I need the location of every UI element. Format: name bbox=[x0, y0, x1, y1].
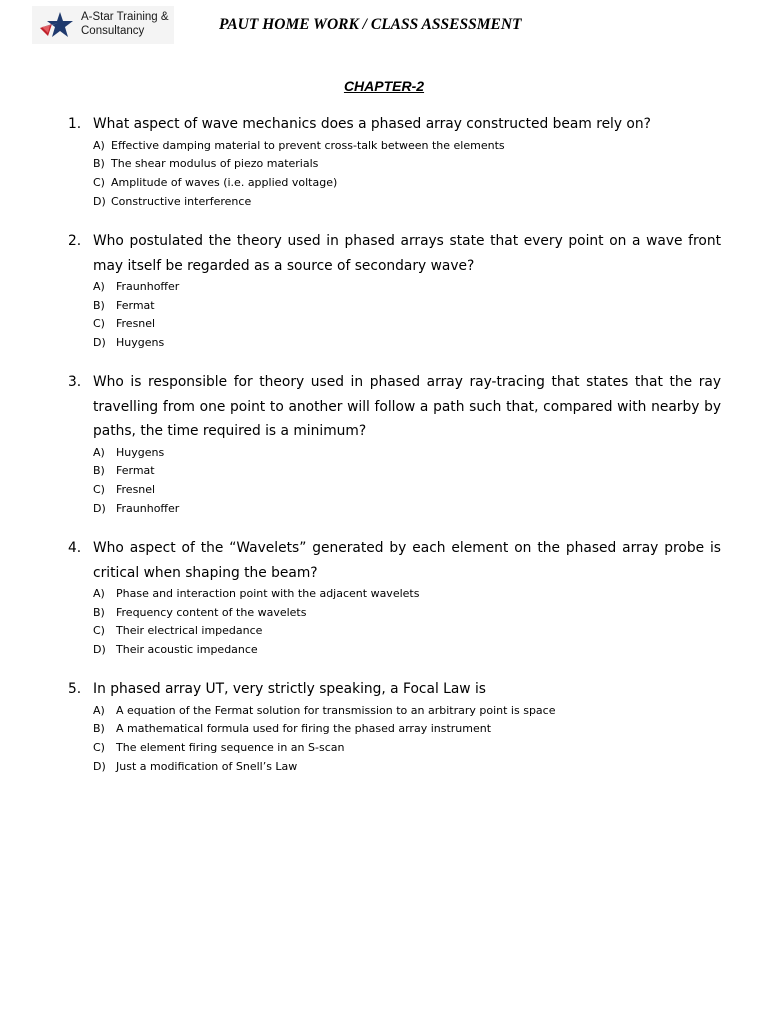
document-title: PAUT HOME WORK / CLASS ASSESSMENT bbox=[219, 16, 522, 33]
option-letter: C) bbox=[93, 175, 105, 189]
answer-option-a bbox=[93, 278, 721, 297]
option-letter: D) bbox=[93, 643, 106, 657]
option-text: Their electrical impedance bbox=[116, 624, 263, 638]
question-text bbox=[68, 536, 721, 585]
option-letter: D) bbox=[93, 501, 106, 515]
option-text: Huygens bbox=[116, 445, 165, 459]
answer-option-c bbox=[93, 739, 721, 758]
question-body: Who aspect of the “Wavelets” generated by each element on the phased array probe is critical when shaping the beam? bbox=[93, 540, 721, 581]
option-text: Just a modification of Snell’s Law bbox=[116, 759, 298, 773]
question-number: 4. bbox=[68, 540, 82, 556]
answer-options bbox=[68, 444, 721, 519]
answer-options bbox=[68, 585, 721, 660]
answer-options bbox=[68, 137, 721, 212]
option-letter: A) bbox=[93, 587, 105, 600]
logo-line-2: Consultancy bbox=[81, 25, 145, 37]
answer-option-c bbox=[93, 622, 721, 641]
option-letter: B) bbox=[93, 298, 105, 312]
question-1 bbox=[68, 112, 721, 211]
answer-option-b bbox=[93, 155, 721, 174]
option-letter: A) bbox=[93, 445, 105, 459]
question-number: 1. bbox=[68, 116, 82, 132]
question-4 bbox=[68, 536, 721, 660]
option-text: Fresnel bbox=[116, 317, 156, 331]
option-letter: B) bbox=[93, 157, 105, 171]
answer-option-c bbox=[93, 174, 721, 193]
star-logo-icon bbox=[38, 10, 78, 40]
option-letter: C) bbox=[93, 740, 105, 754]
option-letter: B) bbox=[93, 722, 105, 736]
question-2 bbox=[68, 229, 721, 353]
question-text bbox=[68, 677, 721, 702]
answer-option-a bbox=[93, 137, 721, 156]
page-header bbox=[0, 0, 768, 50]
option-letter: B) bbox=[93, 605, 105, 619]
option-letter: A) bbox=[93, 280, 105, 293]
question-number: 2. bbox=[68, 233, 82, 249]
option-text: Frequency content of the wavelets bbox=[116, 605, 307, 619]
answer-option-d bbox=[93, 758, 721, 777]
logo-line-1: A-Star Training & bbox=[81, 11, 169, 23]
answer-option-b bbox=[93, 720, 721, 739]
option-text: Effective damping material to prevent cross-talk between the elements bbox=[111, 138, 505, 152]
answer-options bbox=[68, 278, 721, 353]
option-letter: C) bbox=[93, 482, 105, 496]
company-logo bbox=[32, 6, 174, 44]
question-text bbox=[68, 229, 721, 278]
answer-option-b bbox=[93, 297, 721, 316]
option-text: Constructive interference bbox=[111, 194, 252, 208]
option-text: A mathematical formula used for firing the phased array instrument bbox=[116, 722, 492, 736]
option-letter: A) bbox=[93, 703, 105, 717]
answer-option-a bbox=[93, 702, 721, 721]
answer-option-a bbox=[93, 444, 721, 463]
option-text: The element firing sequence in an S-scan bbox=[116, 740, 345, 754]
question-body: Who postulated the theory used in phased arrays state that every point on a wave front may itself be regarded as a source of secondary wave? bbox=[93, 233, 721, 274]
option-text: Fermat bbox=[116, 464, 155, 478]
option-text: Their acoustic impedance bbox=[116, 643, 258, 657]
logo-text bbox=[81, 10, 169, 38]
answer-option-b bbox=[93, 604, 721, 623]
option-text: A equation of the Fermat solution for transmission to an arbitrary point is space bbox=[116, 703, 556, 717]
option-text: The shear modulus of piezo materials bbox=[111, 157, 319, 171]
question-body: In phased array UT, very strictly speaking, a Focal Law is bbox=[93, 681, 486, 697]
option-text: Phase and interaction point with the adjacent wavelets bbox=[116, 587, 420, 600]
option-letter: D) bbox=[93, 759, 106, 773]
option-letter: D) bbox=[93, 336, 106, 350]
question-number: 3. bbox=[68, 374, 82, 390]
option-letter: B) bbox=[93, 464, 105, 478]
option-letter: A) bbox=[93, 138, 105, 152]
answer-option-c bbox=[93, 481, 721, 500]
question-5 bbox=[68, 677, 721, 776]
answer-option-d bbox=[93, 500, 721, 519]
answer-option-d bbox=[93, 193, 721, 212]
option-letter: C) bbox=[93, 624, 105, 638]
option-letter: D) bbox=[93, 194, 106, 208]
question-body: Who is responsible for theory used in phased array ray-tracing that states that the ray travelling from one point to another will follow a path such that, compared with nearby by paths, the time required is a minimum? bbox=[93, 374, 721, 439]
answer-options bbox=[68, 702, 721, 777]
option-text: Huygens bbox=[116, 336, 165, 350]
option-letter: C) bbox=[93, 317, 105, 331]
question-body: What aspect of wave mechanics does a phased array constructed beam rely on? bbox=[93, 116, 651, 132]
option-text: Fraunhoffer bbox=[116, 501, 180, 515]
answer-option-c bbox=[93, 315, 721, 334]
option-text: Fermat bbox=[116, 298, 155, 312]
option-text: Fresnel bbox=[116, 482, 156, 496]
answer-option-b bbox=[93, 462, 721, 481]
question-number: 5. bbox=[68, 681, 82, 697]
answer-option-d bbox=[93, 334, 721, 353]
question-3 bbox=[68, 370, 721, 518]
answer-option-d bbox=[93, 641, 721, 660]
question-text bbox=[68, 370, 721, 444]
question-text bbox=[68, 112, 721, 137]
answer-option-a bbox=[93, 585, 721, 604]
option-text: Fraunhoffer bbox=[116, 280, 180, 293]
option-text: Amplitude of waves (i.e. applied voltage) bbox=[111, 175, 338, 189]
chapter-heading: CHAPTER-2 bbox=[343, 78, 425, 94]
